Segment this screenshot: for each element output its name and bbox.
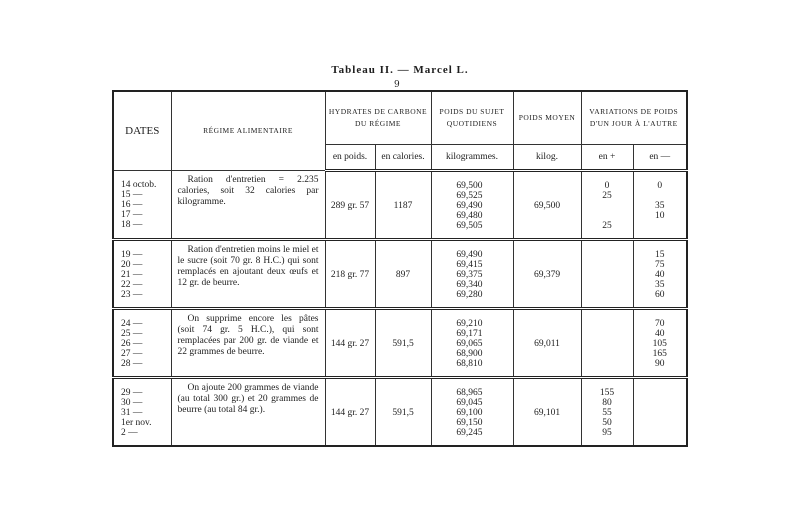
poids-moyen-cell-text: 69,011: [534, 339, 560, 349]
en-poids-cell: [325, 309, 375, 378]
variation-plus-cell-value: [582, 270, 633, 280]
en-calories-cell-text: 897: [395, 270, 411, 280]
poids-cell: [431, 171, 513, 240]
poids-cell-value: 69,375: [456, 270, 483, 280]
variation-plus-cell-value: [582, 319, 633, 329]
regime-cell-text: Ration d'entretien moins le miel et le sucre (soit 70 gr. 8 H.C.) qui sont remplacés en ajoutant deux œufs et 12 gr. de beurre.: [177, 245, 319, 288]
table-title: Tableau II. — Marcel L.: [331, 64, 469, 76]
poids-moyen-cell-text: 69,379: [533, 270, 561, 280]
dates-cell-value: 29 —: [121, 388, 143, 398]
en-poids-cell-text: 144 gr. 27: [330, 339, 370, 349]
variation-moins-cell-value: 0: [657, 181, 663, 191]
group-row: [113, 378, 687, 447]
dates-cell-value: 1er nov.: [121, 418, 152, 428]
header-regime: RÉGIME ALIMENTAIRE: [171, 91, 325, 171]
poids-cell-value: 69,280: [456, 290, 483, 300]
en-poids-cell: [325, 378, 375, 447]
poids-moyen-cell: [513, 171, 581, 240]
dates-cell-value: 15 —: [121, 190, 143, 200]
poids-moyen-cell: [513, 378, 581, 447]
dates-cell-value: 28 —: [121, 359, 143, 369]
variation-plus-cell-value: 25: [602, 221, 612, 231]
group-row: [113, 309, 687, 378]
regime-cell-text: On ajoute 200 grammes de viande (au total 300 gr.) et 20 grammes de beurre (au total 84 gr.).: [177, 383, 319, 415]
variation-plus-cell-value: [582, 349, 633, 359]
dates-cell-value: 21 —: [121, 270, 143, 280]
variation-plus-cell-value: 50: [602, 418, 612, 428]
dates-cell-value: 20 —: [121, 260, 143, 270]
poids-moyen-cell: [513, 240, 581, 309]
variation-moins-cell-value: 10: [655, 211, 665, 221]
poids-cell-value: 69,415: [456, 260, 483, 270]
group-row: [113, 240, 687, 309]
variation-moins-cell-value: [634, 191, 687, 201]
dates-cell-value: 26 —: [121, 339, 143, 349]
regime-cell: [171, 309, 325, 378]
poids-moyen-cell: [513, 309, 581, 378]
regime-cell-text: Ration d'entretien = 2.235 calories, soit 32 calories par kilogramme.: [177, 175, 319, 207]
poids-cell-value: 69,100: [456, 408, 483, 418]
poids-cell-value: 69,045: [456, 398, 483, 408]
table-body: [113, 171, 687, 447]
poids-cell-value: 69,210: [456, 319, 483, 329]
regime-cell: [171, 240, 325, 309]
poids-cell-value: 69,505: [456, 221, 483, 231]
poids-cell-value: 68,810: [456, 359, 483, 369]
variation-moins-cell-value: 165: [652, 349, 667, 359]
header-en-calories: en calories.: [375, 145, 431, 171]
variation-plus-cell-value: [582, 359, 633, 369]
header-variations: VARIATIONS DE POIDS D'UN JOUR À L'AUTRE: [581, 91, 687, 145]
poids-moyen-cell-text: 69,101: [533, 408, 561, 418]
en-poids-cell: [325, 171, 375, 240]
variation-moins-cell-value: 70: [655, 319, 665, 329]
variation-plus-cell-value: [582, 280, 633, 290]
en-calories-cell: [375, 378, 431, 447]
dates-cell-value: 16 —: [121, 200, 143, 210]
en-calories-cell-text: 591,5: [392, 408, 414, 418]
dates-cell-value: 14 octob.: [121, 180, 157, 190]
variation-plus-cell-value: 25: [602, 191, 612, 201]
dates-cell: [113, 240, 171, 309]
variation-moins-cell-value: 75: [655, 260, 665, 270]
variation-moins-cell-value: 35: [655, 280, 665, 290]
variation-plus-cell-value: [582, 260, 633, 270]
regime-cell-text: On supprime encore les pâtes (soit 74 gr. 5 H.C.), qui sont remplacées par 200 gr. de viande et 22 grammes de beurre.: [177, 314, 319, 357]
header-kilog: kilog.: [513, 145, 581, 171]
variation-plus-cell-value: [582, 201, 633, 211]
weight-table: [112, 90, 688, 447]
dates-cell-value: 27 —: [121, 349, 143, 359]
header-hydrates: HYDRATES DE CARBONE DU RÉGIME: [325, 91, 431, 145]
poids-cell-value: 69,150: [456, 418, 483, 428]
dates-cell-value: 22 —: [121, 280, 143, 290]
poids-moyen-cell-text: 69,500: [533, 201, 561, 211]
en-poids-cell: [325, 240, 375, 309]
en-calories-cell-text: 1187: [393, 201, 413, 211]
poids-cell-value: 69,340: [456, 280, 483, 290]
header-kilogrammes: kilogrammes.: [431, 145, 513, 171]
header-en-plus: en +: [581, 145, 633, 171]
header-dates: DATES: [113, 91, 171, 171]
variation-moins-cell-value: [634, 221, 687, 231]
variation-plus-cell-value: 80: [602, 398, 612, 408]
regime-cell: [171, 378, 325, 447]
variation-plus-cell-value: [582, 250, 633, 260]
poids-cell-value: 69,480: [456, 211, 483, 221]
header-poids-sujet: POIDS DU SUJET QUOTIDIENS: [431, 91, 513, 145]
variation-moins-cell: [633, 240, 687, 309]
dates-cell-value: 17 —: [121, 210, 143, 220]
dates-cell: [113, 171, 171, 240]
variation-moins-cell-value: 60: [655, 290, 665, 300]
dates-cell-value: 24 —: [121, 319, 143, 329]
variation-moins-cell-value: 90: [655, 359, 665, 369]
dates-cell-value: 30 —: [121, 398, 143, 408]
variation-plus-cell-value: [582, 339, 633, 349]
variation-plus-cell-value: [582, 211, 633, 221]
poids-cell-value: 69,490: [456, 250, 483, 260]
poids-cell-value: 69,171: [456, 329, 483, 339]
header-en-moins: en —: [633, 145, 687, 171]
header-en-poids: en poids.: [325, 145, 375, 171]
en-poids-cell-text: 144 gr. 27: [330, 408, 370, 418]
variation-moins-cell-value: 40: [655, 270, 665, 280]
variation-moins-cell-value: [634, 408, 687, 418]
variation-plus-cell-value: 155: [599, 388, 615, 398]
variation-plus-cell-value: 95: [602, 428, 612, 438]
dates-cell: [113, 309, 171, 378]
variation-moins-cell: [633, 171, 687, 240]
variation-moins-cell-value: [634, 388, 687, 398]
dates-cell: [113, 378, 171, 447]
variation-moins-cell-value: [634, 398, 687, 408]
en-calories-cell: [375, 171, 431, 240]
variation-plus-cell-value: [582, 290, 633, 300]
variation-moins-cell-value: [634, 428, 687, 438]
variation-moins-cell-value: 35: [655, 201, 665, 211]
dates-cell-value: 19 —: [121, 250, 143, 260]
variation-plus-cell-value: 55: [602, 408, 612, 418]
poids-cell: [431, 378, 513, 447]
poids-cell-value: 69,245: [456, 428, 483, 438]
variation-plus-cell: [581, 171, 633, 240]
variation-plus-cell-value: 0: [604, 181, 610, 191]
variation-moins-cell: [633, 309, 687, 378]
variation-moins-cell-value: 15: [655, 250, 665, 260]
variation-moins-cell-value: 105: [652, 339, 667, 349]
poids-cell-value: 68,965: [456, 388, 483, 398]
variation-plus-cell: [581, 240, 633, 309]
en-poids-cell-text: 218 gr. 77: [330, 270, 370, 280]
dates-cell-value: 25 —: [121, 329, 143, 339]
poids-cell-value: 68,900: [456, 349, 483, 359]
dates-cell-value: 2 —: [121, 428, 138, 438]
poids-cell-value: 69,065: [456, 339, 483, 349]
en-calories-cell: [375, 309, 431, 378]
dates-cell-value: 31 —: [121, 408, 143, 418]
dates-cell-value: 23 —: [121, 290, 143, 300]
page-mark: 9: [394, 80, 400, 90]
dates-cell-value: 18 —: [121, 220, 143, 230]
poids-cell: [431, 309, 513, 378]
en-calories-cell: [375, 240, 431, 309]
en-poids-cell-text: 289 gr. 57: [330, 201, 370, 211]
variation-plus-cell: [581, 309, 633, 378]
variation-moins-cell-value: [634, 418, 687, 428]
variation-moins-cell: [633, 378, 687, 447]
poids-cell-value: 69,490: [456, 201, 483, 211]
poids-cell-value: 69,500: [456, 181, 483, 191]
poids-cell-value: 69,525: [456, 191, 483, 201]
variation-plus-cell-value: [582, 329, 633, 339]
variation-plus-cell: [581, 378, 633, 447]
group-row: [113, 171, 687, 240]
poids-cell: [431, 240, 513, 309]
header-poids-moyen: POIDS MOYEN: [513, 91, 581, 145]
en-calories-cell-text: 591,5: [392, 339, 414, 349]
regime-cell: [171, 171, 325, 240]
variation-moins-cell-value: 40: [655, 329, 665, 339]
